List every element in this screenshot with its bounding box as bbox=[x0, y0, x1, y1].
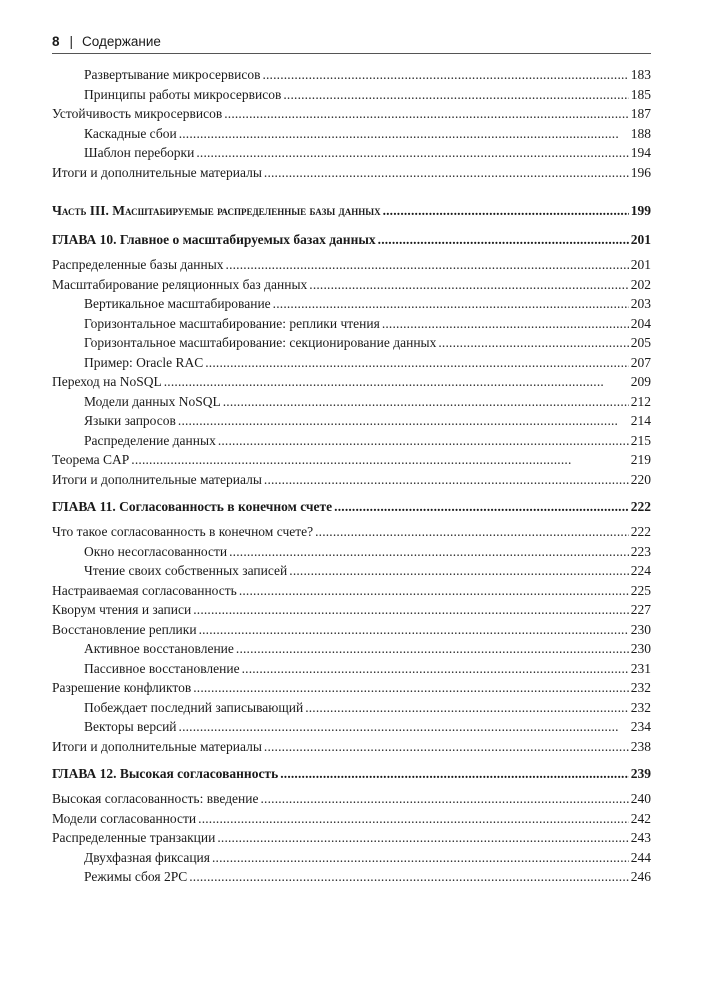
toc-page-number: 232 bbox=[630, 680, 651, 695]
toc-subsection-entry[interactable] bbox=[52, 542, 651, 562]
toc-page-number: 239 bbox=[630, 766, 651, 781]
toc-entry-title: Модели согласованности bbox=[52, 810, 197, 826]
toc-section-entry[interactable] bbox=[52, 104, 651, 124]
toc-subsection-entry[interactable] bbox=[52, 65, 651, 85]
toc-page-number: 234 bbox=[630, 719, 651, 734]
toc-page-number: 240 bbox=[630, 791, 651, 806]
dot-leader bbox=[309, 275, 628, 295]
toc-entry-title: Чтение своих собственных записей bbox=[84, 563, 288, 578]
dot-leader bbox=[264, 163, 629, 183]
dot-leader bbox=[189, 867, 629, 887]
toc-page-number: 244 bbox=[630, 849, 651, 865]
dot-leader bbox=[226, 255, 629, 275]
toc-subsection-entry[interactable] bbox=[52, 639, 651, 659]
running-header bbox=[52, 33, 651, 54]
toc-entry-title: Часть III. Масштабируемые распределенные базы данных bbox=[52, 203, 381, 218]
toc-section-entry[interactable] bbox=[52, 255, 651, 275]
dot-leader bbox=[383, 201, 629, 220]
dot-leader bbox=[273, 294, 629, 314]
toc-subsection-entry[interactable] bbox=[52, 698, 651, 718]
toc-page-number: 196 bbox=[630, 164, 651, 180]
toc-page-number: 205 bbox=[630, 335, 651, 350]
toc-entry-title: ГЛАВА 11. Согласованность в конечном счете bbox=[52, 499, 333, 514]
dot-leader bbox=[218, 431, 629, 451]
toc-part-heading[interactable] bbox=[52, 201, 651, 220]
toc-entry-title: Распределенные транзакции bbox=[52, 830, 216, 845]
toc-entry-title: Горизонтальное масштабирование: секционирование данных bbox=[84, 335, 437, 350]
toc-entry-title: Принципы работы микросервисов bbox=[84, 86, 282, 102]
toc-subsection-entry[interactable] bbox=[52, 314, 651, 334]
toc-subsection-entry[interactable] bbox=[52, 717, 651, 737]
toc-entry-title: Пример: Oracle RAC bbox=[84, 354, 204, 370]
toc-entry-title: Модели данных NoSQL bbox=[84, 393, 221, 409]
toc-subsection-entry[interactable] bbox=[52, 85, 651, 105]
toc-entry-title: Разрешение конфликтов bbox=[52, 680, 192, 695]
toc-page-number: 230 bbox=[630, 641, 651, 656]
toc-page-number: 183 bbox=[630, 67, 651, 82]
toc-entry-title: Распределенные базы данных bbox=[52, 257, 224, 272]
dot-leader bbox=[131, 450, 628, 470]
page-number: 8 bbox=[52, 34, 60, 49]
toc-page-number: 225 bbox=[630, 582, 651, 598]
toc-page-number: 223 bbox=[630, 543, 651, 559]
toc-page-number: 230 bbox=[630, 621, 651, 637]
dot-leader bbox=[382, 314, 629, 334]
dot-leader bbox=[179, 124, 629, 144]
toc-entry-title: Теорема CAP bbox=[52, 452, 130, 467]
dot-leader bbox=[164, 372, 629, 392]
toc-entry-title: Каскадные сбои bbox=[84, 125, 177, 141]
toc-section-entry[interactable] bbox=[52, 450, 651, 470]
toc-page-number: 199 bbox=[630, 203, 651, 218]
toc-page-number: 188 bbox=[630, 125, 651, 141]
dot-leader bbox=[178, 411, 629, 431]
toc-subsection-entry[interactable] bbox=[52, 392, 651, 412]
toc-page-number: 214 bbox=[630, 413, 651, 428]
dot-leader bbox=[283, 85, 628, 105]
toc-entry-title: Кворум чтения и записи bbox=[52, 602, 192, 617]
toc-entry-title: Активное восстановление bbox=[84, 641, 234, 656]
dot-leader bbox=[198, 809, 629, 829]
dot-leader bbox=[334, 497, 629, 516]
toc-section-entry[interactable] bbox=[52, 620, 651, 640]
toc-subsection-entry[interactable] bbox=[52, 333, 651, 353]
toc-section-entry[interactable] bbox=[52, 163, 651, 183]
toc-entry-title: Языки запросов bbox=[84, 413, 176, 428]
dot-leader bbox=[315, 522, 629, 542]
toc-section-entry[interactable] bbox=[52, 581, 651, 601]
toc-entry-title: ГЛАВА 12. Высокая согласованность bbox=[52, 766, 279, 781]
dot-leader bbox=[239, 581, 629, 601]
dot-leader bbox=[217, 828, 628, 848]
toc-section-entry[interactable] bbox=[52, 600, 651, 620]
toc-page-number: 209 bbox=[630, 374, 651, 389]
dot-leader bbox=[261, 789, 629, 809]
toc-page-number: 231 bbox=[630, 660, 651, 676]
toc-page-number: 207 bbox=[630, 354, 651, 370]
toc-page-number: 238 bbox=[630, 738, 651, 754]
toc-page-number: 224 bbox=[630, 563, 651, 578]
toc-page-number: 212 bbox=[630, 393, 651, 409]
toc-page-number: 246 bbox=[630, 869, 651, 884]
toc-entry-title: Побеждает последний записывающий bbox=[84, 699, 304, 715]
dot-leader bbox=[224, 104, 629, 124]
toc-section-entry[interactable] bbox=[52, 789, 651, 809]
dot-leader bbox=[280, 764, 629, 783]
table-of-contents bbox=[52, 65, 651, 887]
toc-entry-title: Высокая согласованность: введение bbox=[52, 791, 259, 806]
toc-section-entry[interactable] bbox=[52, 275, 651, 295]
toc-chapter-heading[interactable] bbox=[52, 230, 651, 249]
toc-chapter-heading[interactable] bbox=[52, 497, 651, 516]
dot-leader bbox=[196, 143, 628, 163]
toc-entry-title: ГЛАВА 10. Главное о масштабируемых базах данных bbox=[52, 232, 376, 247]
toc-chapter-heading[interactable] bbox=[52, 764, 651, 783]
toc-page-number: 204 bbox=[630, 315, 651, 331]
toc-subsection-entry[interactable] bbox=[52, 431, 651, 451]
toc-section-entry[interactable] bbox=[52, 828, 651, 848]
toc-page-number: 202 bbox=[630, 276, 651, 292]
toc-subsection-entry[interactable] bbox=[52, 659, 651, 679]
toc-subsection-entry[interactable] bbox=[52, 867, 651, 887]
dot-leader bbox=[236, 639, 629, 659]
toc-subsection-entry[interactable] bbox=[52, 294, 651, 314]
header-title: Содержание bbox=[82, 34, 161, 49]
toc-subsection-entry[interactable] bbox=[52, 411, 651, 431]
toc-page-number: 185 bbox=[630, 86, 651, 102]
header-separator: | bbox=[69, 34, 74, 49]
toc-page-number: 222 bbox=[630, 499, 651, 514]
toc-entry-title: Восстановление реплики bbox=[52, 621, 197, 637]
toc-section-entry[interactable] bbox=[52, 522, 651, 542]
toc-page-number: 243 bbox=[630, 830, 651, 845]
toc-subsection-entry[interactable] bbox=[52, 124, 651, 144]
toc-entry-title: Вертикальное масштабирование bbox=[84, 296, 271, 311]
toc-page-number: 222 bbox=[630, 524, 651, 539]
dot-leader bbox=[193, 600, 629, 620]
toc-section-entry[interactable] bbox=[52, 809, 651, 829]
toc-entry-title: Горизонтальное масштабирование: реплики чтения bbox=[84, 315, 380, 331]
toc-section-entry[interactable] bbox=[52, 470, 651, 490]
toc-page-number: 232 bbox=[630, 699, 651, 715]
dot-leader bbox=[438, 333, 628, 353]
dot-leader bbox=[223, 392, 629, 412]
toc-section-entry[interactable] bbox=[52, 372, 651, 392]
toc-page-number: 187 bbox=[630, 106, 651, 121]
dot-leader bbox=[229, 542, 629, 562]
toc-entry-title: Итоги и дополнительные материалы bbox=[52, 471, 262, 487]
dot-leader bbox=[199, 620, 629, 640]
toc-entry-title: Двухфазная фиксация bbox=[84, 849, 210, 865]
toc-subsection-entry[interactable] bbox=[52, 848, 651, 868]
toc-page-number: 201 bbox=[630, 232, 651, 247]
toc-entry-title: Векторы версий bbox=[84, 719, 177, 734]
dot-leader bbox=[289, 561, 628, 581]
toc-page-number: 242 bbox=[630, 810, 651, 826]
dot-leader bbox=[205, 353, 629, 373]
dot-leader bbox=[193, 678, 629, 698]
toc-entry-title: Итоги и дополнительные материалы bbox=[52, 164, 262, 180]
toc-page-number: 201 bbox=[630, 257, 651, 272]
toc-subsection-entry[interactable] bbox=[52, 353, 651, 373]
toc-section-entry[interactable] bbox=[52, 678, 651, 698]
toc-entry-title: Масштабирование реляционных баз данных bbox=[52, 276, 308, 292]
toc-entry-title: Пассивное восстановление bbox=[84, 660, 240, 676]
toc-entry-title: Шаблон переборки bbox=[84, 145, 195, 160]
toc-subsection-entry[interactable] bbox=[52, 561, 651, 581]
toc-entry-title: Развертывание микросервисов bbox=[84, 67, 261, 82]
toc-page-number: 215 bbox=[630, 432, 651, 448]
toc-entry-title: Что такое согласованность в конечном счете? bbox=[52, 524, 314, 539]
toc-entry-title: Переход на NoSQL bbox=[52, 374, 162, 389]
toc-page-number: 203 bbox=[630, 296, 651, 311]
dot-leader bbox=[378, 230, 629, 249]
dot-leader bbox=[264, 470, 629, 490]
toc-entry-title: Итоги и дополнительные материалы bbox=[52, 738, 262, 754]
toc-entry-title: Окно несогласованности bbox=[84, 543, 228, 559]
toc-page-number: 219 bbox=[630, 452, 651, 467]
toc-entry-title: Распределение данных bbox=[84, 432, 216, 448]
dot-leader bbox=[305, 698, 629, 718]
toc-section-entry[interactable] bbox=[52, 737, 651, 757]
toc-entry-title: Настраиваемая согласованность bbox=[52, 582, 237, 598]
dot-leader bbox=[264, 737, 629, 757]
toc-page-number: 227 bbox=[630, 602, 651, 617]
toc-entry-title: Режимы сбоя 2PC bbox=[84, 869, 188, 884]
dot-leader bbox=[262, 65, 628, 85]
toc-page-number: 194 bbox=[630, 145, 651, 160]
toc-entry-title: Устойчивость микросервисов bbox=[52, 106, 223, 121]
toc-page-number: 220 bbox=[630, 471, 651, 487]
toc-subsection-entry[interactable] bbox=[52, 143, 651, 163]
dot-leader bbox=[242, 659, 629, 679]
dot-leader bbox=[212, 848, 629, 868]
dot-leader bbox=[179, 717, 629, 737]
